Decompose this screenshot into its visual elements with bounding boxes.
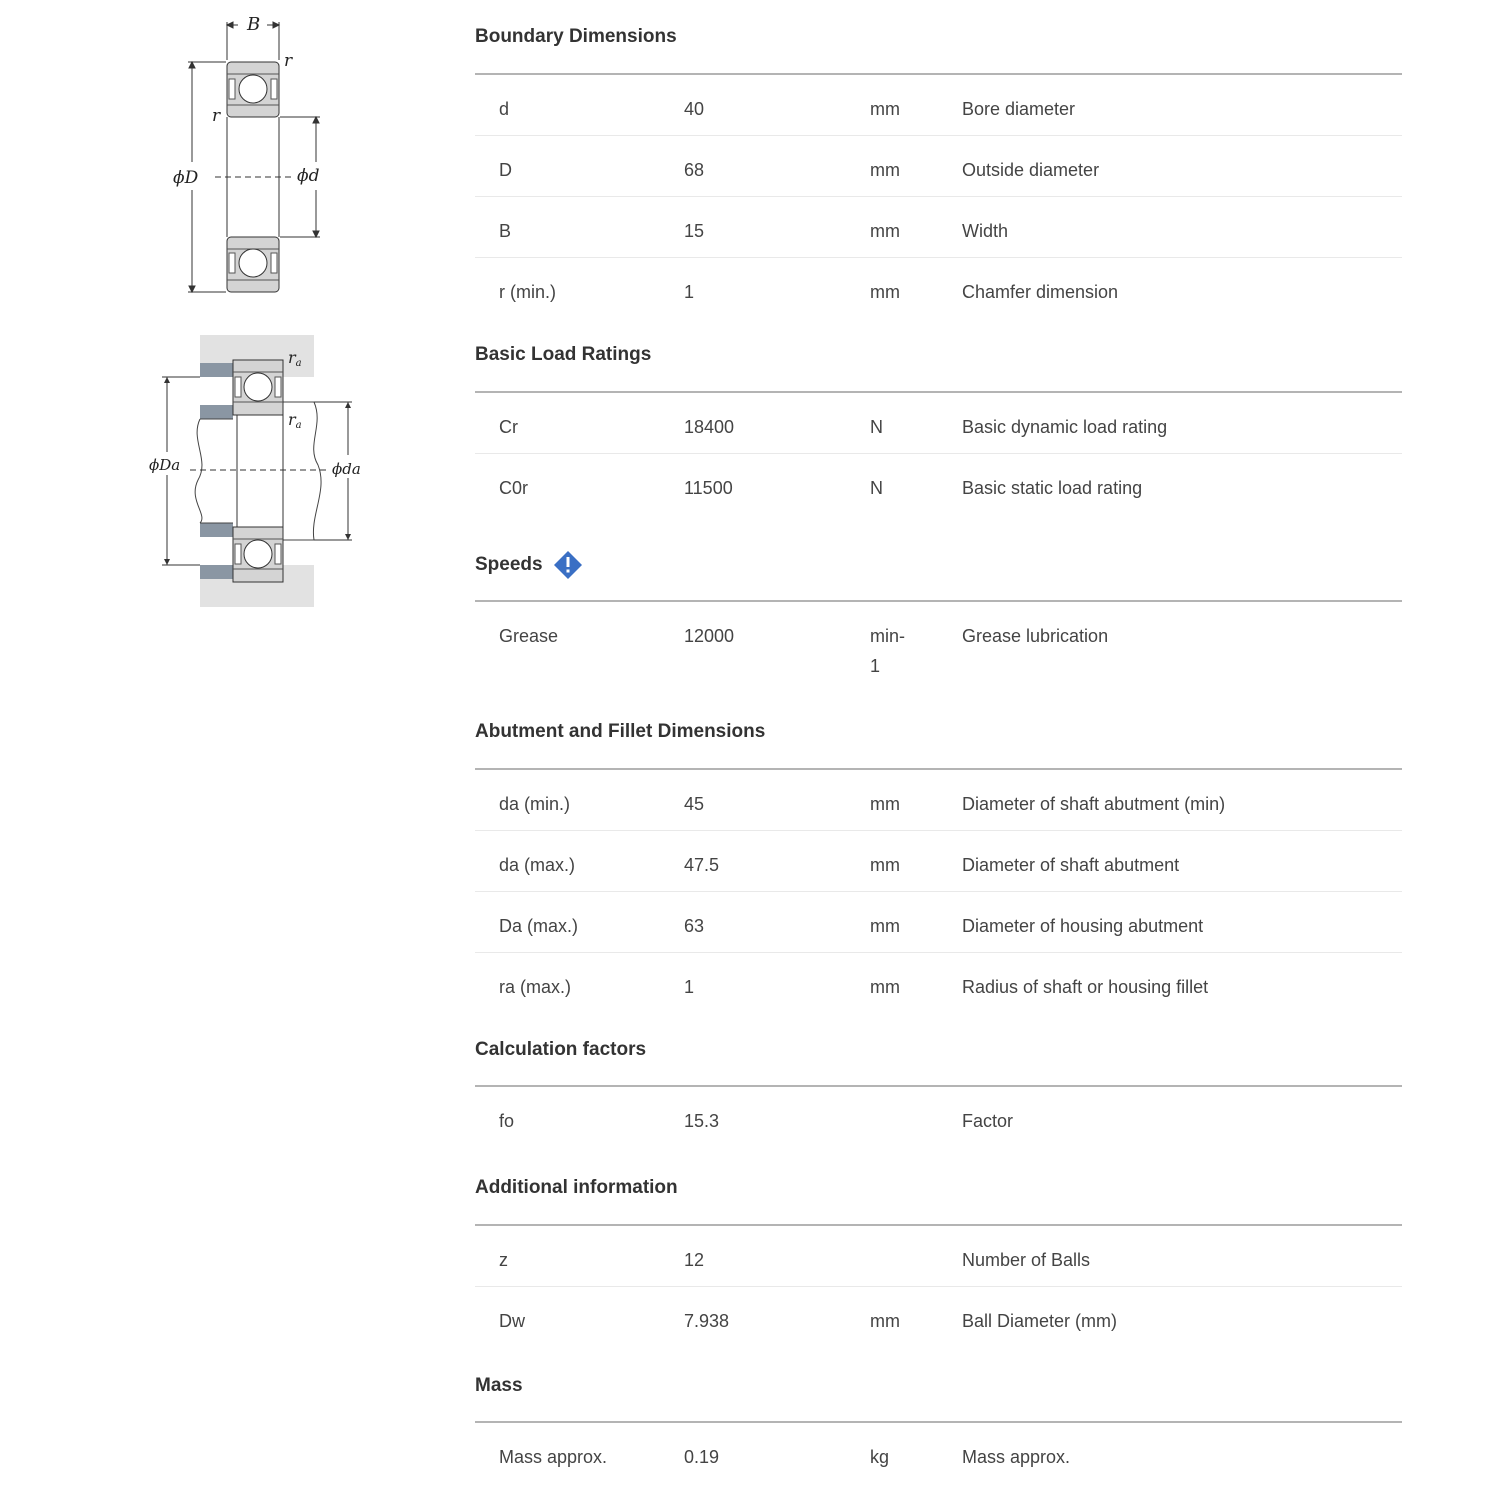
chamfer-label-top: r — [284, 51, 293, 71]
row-value: 45 — [684, 794, 705, 814]
row-unit: mm — [870, 282, 900, 302]
row-description: Diameter of shaft abutment — [962, 855, 1180, 875]
row-value: 12 — [684, 1250, 705, 1270]
row-description: Bore diameter — [962, 99, 1076, 119]
row-value: 68 — [684, 160, 705, 180]
row-description: Outside diameter — [962, 160, 1100, 180]
table-row — [475, 891, 1402, 952]
width-label: B — [247, 14, 261, 35]
fillet-radius-label-top: ra — [288, 348, 302, 369]
row-description: Diameter of shaft abutment (min) — [962, 794, 1226, 814]
row-description: Width — [962, 221, 1009, 241]
table-abutment-fillet-dimensions — [475, 768, 1402, 1013]
table-row — [475, 1226, 1402, 1286]
row-unit: mm — [870, 99, 900, 119]
row-symbol: z — [499, 1250, 508, 1270]
row-value: 1 — [684, 282, 695, 302]
row-value: 47.5 — [684, 855, 720, 875]
table-speeds — [475, 600, 1402, 687]
row-value: 11500 — [684, 478, 733, 498]
row-unit: mm — [870, 160, 900, 180]
table-mass — [475, 1421, 1402, 1483]
table-row — [475, 1286, 1402, 1347]
row-unit: mm — [870, 221, 900, 241]
row-symbol: Da (max.) — [499, 916, 579, 936]
row-description: Basic dynamic load rating — [962, 417, 1168, 437]
section-title-additional-information: Additional information — [475, 1177, 678, 1198]
row-symbol: da (min.) — [499, 794, 571, 814]
row-unit: N — [870, 478, 883, 498]
row-description: Number of Balls — [962, 1250, 1091, 1270]
table-row — [475, 952, 1402, 1013]
row-unit: kg — [870, 1447, 890, 1467]
bearing-cross-section-diagram — [140, 0, 380, 310]
section-title-mass: Mass — [475, 1375, 523, 1396]
row-value: 63 — [684, 916, 705, 936]
row-symbol: Grease — [499, 626, 559, 646]
section-title-boundary-dimensions: Boundary Dimensions — [475, 26, 677, 47]
row-description: Radius of shaft or housing fillet — [962, 977, 1209, 997]
row-value: 15 — [684, 221, 705, 241]
row-description: Mass approx. — [962, 1447, 1071, 1467]
table-boundary-dimensions — [475, 73, 1402, 318]
table-row — [475, 830, 1402, 891]
row-unit: mm — [870, 977, 900, 997]
table-row — [475, 393, 1402, 453]
row-description: Grease lubrication — [962, 626, 1109, 646]
row-value: 1 — [684, 977, 695, 997]
section-title-calculation-factors: Calculation factors — [475, 1039, 647, 1060]
mounting-diagram — [140, 330, 380, 620]
row-description: Chamfer dimension — [962, 282, 1119, 302]
table-row — [475, 257, 1402, 318]
row-symbol: fo — [499, 1111, 515, 1131]
row-description: Ball Diameter (mm) — [962, 1311, 1118, 1331]
row-description: Basic static load rating — [962, 478, 1143, 498]
table-row — [475, 602, 1402, 687]
section-title-abutment-fillet-dimensions: Abutment and Fillet Dimensions — [475, 721, 766, 742]
table-row — [475, 75, 1402, 135]
housing-abutment-diameter-label: ϕDa — [149, 456, 181, 474]
table-row — [475, 135, 1402, 196]
section-title-speeds: Speeds — [475, 550, 583, 580]
row-symbol: Mass approx. — [499, 1447, 608, 1467]
row-unit: mm — [870, 794, 900, 814]
row-unit: mm — [870, 855, 900, 875]
row-value: 18400 — [684, 417, 735, 437]
table-row — [475, 770, 1402, 830]
chamfer-label-side: r — [212, 106, 221, 126]
row-symbol: ra (max.) — [499, 977, 571, 997]
table-row — [475, 453, 1402, 514]
row-symbol: D — [499, 160, 512, 180]
row-unit: mm — [870, 1311, 900, 1331]
outer-diameter-label: ϕD — [173, 168, 199, 188]
row-symbol: Cr — [499, 417, 518, 437]
row-symbol: C0r — [499, 478, 529, 498]
bore-diameter-label: ϕd — [297, 166, 320, 186]
table-basic-load-ratings — [475, 391, 1402, 514]
row-description: Factor — [962, 1111, 1014, 1131]
bearing-diagrams — [140, 0, 380, 620]
row-symbol: B — [499, 221, 512, 241]
table-row — [475, 196, 1402, 257]
row-value: 7.938 — [684, 1311, 730, 1331]
row-symbol: da (max.) — [499, 855, 576, 875]
row-unit: mm — [870, 916, 900, 936]
info-diamond-icon[interactable] — [553, 550, 583, 580]
row-symbol: d — [499, 99, 510, 119]
table-row — [475, 1087, 1402, 1147]
table-calculation-factors — [475, 1085, 1402, 1147]
row-value: 0.19 — [684, 1447, 720, 1467]
row-unit: min-1 — [870, 626, 905, 676]
row-value: 12000 — [684, 626, 735, 646]
row-value: 40 — [684, 99, 705, 119]
row-value: 15.3 — [684, 1111, 720, 1131]
row-symbol: Dw — [499, 1311, 525, 1331]
row-symbol: r (min.) — [499, 282, 556, 302]
section-title-basic-load-ratings: Basic Load Ratings — [475, 344, 652, 365]
row-description: Diameter of housing abutment — [962, 916, 1204, 936]
fillet-radius-label-inner: ra — [288, 410, 302, 431]
table-additional-information — [475, 1224, 1402, 1347]
row-unit: N — [870, 417, 883, 437]
shaft-abutment-diameter-label: ϕda — [332, 460, 361, 478]
table-row — [475, 1423, 1402, 1483]
